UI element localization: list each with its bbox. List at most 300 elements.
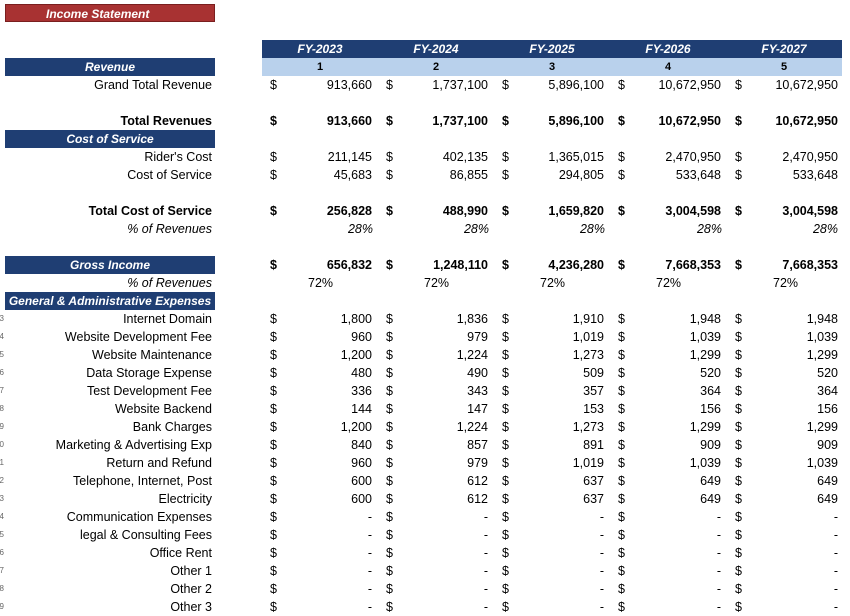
- total-revenues-row: [0, 112, 850, 130]
- currency-symbol: $: [502, 312, 509, 326]
- value-cell[interactable]: -: [483, 528, 488, 542]
- value-cell[interactable]: -: [833, 510, 838, 524]
- row-number: 0: [0, 440, 4, 449]
- value-cell[interactable]: -: [599, 600, 604, 614]
- percent-cell[interactable]: 28%: [463, 222, 489, 236]
- row-label: Electricity: [158, 492, 212, 506]
- value-cell[interactable]: 2,470,950: [665, 150, 721, 164]
- section-header: Revenue: [5, 58, 215, 76]
- value-cell[interactable]: 156: [817, 402, 838, 416]
- value-cell[interactable]: 1,224: [456, 420, 488, 434]
- value-cell[interactable]: 960: [351, 330, 372, 344]
- currency-symbol: $: [270, 204, 277, 218]
- currency-symbol: $: [502, 348, 509, 362]
- percent-cell[interactable]: 72%: [308, 276, 334, 290]
- currency-symbol: $: [735, 330, 742, 344]
- value-cell[interactable]: 294,805: [558, 168, 604, 182]
- year-header-fy-2023: FY-2023: [297, 42, 343, 56]
- expense-row: [0, 418, 850, 436]
- value-cell[interactable]: 913,660: [326, 78, 372, 92]
- row-label: Total Revenues: [120, 114, 212, 128]
- value-cell[interactable]: -: [483, 582, 488, 596]
- currency-symbol: $: [386, 114, 393, 128]
- value-cell[interactable]: -: [367, 510, 372, 524]
- currency-symbol: $: [502, 492, 509, 506]
- row-label: Website Development Fee: [64, 330, 212, 344]
- currency-symbol: $: [270, 438, 277, 452]
- currency-symbol: $: [386, 330, 393, 344]
- currency-symbol: $: [386, 348, 393, 362]
- value-cell[interactable]: -: [367, 582, 372, 596]
- value-cell[interactable]: 256,828: [326, 204, 372, 218]
- year-number-2: 2: [432, 61, 440, 73]
- value-cell[interactable]: -: [483, 546, 488, 560]
- value-cell[interactable]: 343: [467, 384, 488, 398]
- currency-symbol: $: [270, 528, 277, 542]
- value-cell[interactable]: -: [367, 528, 372, 542]
- currency-symbol: $: [735, 78, 742, 92]
- currency-symbol: $: [502, 258, 509, 272]
- row-label: % of Revenues: [127, 222, 212, 236]
- currency-symbol: $: [386, 168, 393, 182]
- value-cell[interactable]: 979: [467, 456, 488, 470]
- currency-symbol: $: [502, 78, 509, 92]
- row-label: Communication Expenses: [66, 510, 212, 524]
- expense-row: [0, 544, 850, 562]
- currency-symbol: $: [502, 510, 509, 524]
- value-cell[interactable]: 144: [351, 402, 372, 416]
- currency-symbol: $: [270, 510, 277, 524]
- value-cell[interactable]: 1,200: [340, 348, 372, 362]
- value-cell[interactable]: 480: [351, 366, 372, 380]
- section-header: Cost of Service: [5, 130, 215, 148]
- value-cell[interactable]: -: [599, 564, 604, 578]
- currency-symbol: $: [502, 564, 509, 578]
- currency-symbol: $: [386, 546, 393, 560]
- currency-symbol: $: [735, 546, 742, 560]
- value-cell[interactable]: 1,200: [340, 420, 372, 434]
- value-cell[interactable]: -: [367, 564, 372, 578]
- sheet-title: Income Statement: [5, 4, 215, 22]
- currency-symbol: $: [502, 150, 509, 164]
- currency-symbol: $: [735, 204, 742, 218]
- currency-symbol: $: [386, 384, 393, 398]
- year-header-fy-2024: FY-2024: [413, 42, 459, 56]
- row-label: Telephone, Internet, Post: [73, 474, 212, 488]
- currency-symbol: $: [386, 438, 393, 452]
- value-cell[interactable]: -: [833, 582, 838, 596]
- currency-symbol: $: [386, 510, 393, 524]
- currency-symbol: $: [618, 258, 625, 272]
- expense-row: [0, 562, 850, 580]
- currency-symbol: $: [618, 402, 625, 416]
- value-cell[interactable]: -: [367, 546, 372, 560]
- gross-percent-row: [0, 274, 850, 292]
- row-label: Rider's Cost: [144, 150, 212, 164]
- row-number: 8: [0, 404, 4, 413]
- currency-symbol: $: [386, 600, 393, 614]
- currency-symbol: $: [386, 420, 393, 434]
- value-cell[interactable]: 1,299: [689, 420, 721, 434]
- cost-row: [0, 148, 850, 166]
- expense-row: [0, 328, 850, 346]
- currency-symbol: $: [618, 510, 625, 524]
- value-cell[interactable]: 649: [817, 492, 838, 506]
- row-label: Website Backend: [114, 402, 212, 416]
- value-cell[interactable]: 10,672,950: [775, 78, 838, 92]
- value-cell[interactable]: 490: [467, 366, 488, 380]
- value-cell[interactable]: 1,659,820: [548, 204, 604, 218]
- expense-row: [0, 364, 850, 382]
- value-cell[interactable]: 533,648: [675, 168, 721, 182]
- value-cell[interactable]: 1,948: [806, 312, 838, 326]
- row-label: Other 2: [170, 582, 212, 596]
- value-cell[interactable]: 960: [351, 456, 372, 470]
- value-cell[interactable]: 357: [583, 384, 604, 398]
- currency-symbol: $: [270, 582, 277, 596]
- row-label: Website Maintenance: [92, 348, 212, 362]
- value-cell[interactable]: 1,224: [456, 348, 488, 362]
- value-cell[interactable]: 656,832: [326, 258, 372, 272]
- currency-symbol: $: [386, 204, 393, 218]
- year-number-5: 5: [780, 61, 788, 73]
- currency-symbol: $: [270, 348, 277, 362]
- currency-symbol: $: [270, 330, 277, 344]
- value-cell[interactable]: -: [599, 546, 604, 560]
- expense-row: [0, 454, 850, 472]
- currency-symbol: $: [618, 546, 625, 560]
- currency-symbol: $: [270, 78, 277, 92]
- currency-symbol: $: [502, 456, 509, 470]
- value-cell[interactable]: 1,039: [689, 456, 721, 470]
- currency-symbol: $: [735, 384, 742, 398]
- currency-symbol: $: [618, 168, 625, 182]
- currency-symbol: $: [502, 474, 509, 488]
- currency-symbol: $: [270, 474, 277, 488]
- revenue-row: [0, 76, 850, 94]
- row-number: 4: [0, 512, 4, 521]
- currency-symbol: $: [502, 204, 509, 218]
- currency-symbol: $: [618, 456, 625, 470]
- value-cell[interactable]: 10,672,950: [775, 114, 838, 128]
- currency-symbol: $: [735, 366, 742, 380]
- row-number: 5: [0, 530, 4, 539]
- currency-symbol: $: [735, 402, 742, 416]
- value-cell[interactable]: 10,672,950: [658, 114, 721, 128]
- value-cell[interactable]: 7,668,353: [665, 258, 721, 272]
- value-cell[interactable]: 649: [700, 474, 721, 488]
- year-header-fy-2027: FY-2027: [761, 42, 807, 56]
- value-cell[interactable]: 10,672,950: [658, 78, 721, 92]
- value-cell[interactable]: 520: [817, 366, 838, 380]
- row-number: 6: [0, 548, 4, 557]
- currency-symbol: $: [618, 528, 625, 542]
- value-cell[interactable]: 45,683: [333, 168, 372, 182]
- value-cell[interactable]: 909: [700, 438, 721, 452]
- currency-symbol: $: [618, 330, 625, 344]
- value-cell[interactable]: 211,145: [327, 150, 372, 164]
- value-cell[interactable]: 1,365,015: [548, 150, 604, 164]
- row-label: legal & Consulting Fees: [79, 528, 212, 542]
- currency-symbol: $: [735, 492, 742, 506]
- currency-symbol: $: [735, 582, 742, 596]
- currency-symbol: $: [270, 546, 277, 560]
- value-cell[interactable]: 1,248,110: [433, 258, 488, 272]
- value-cell[interactable]: 402,135: [442, 150, 488, 164]
- row-label: Total Cost of Service: [88, 204, 212, 218]
- row-label: Office Rent: [149, 546, 212, 560]
- value-cell[interactable]: 86,855: [449, 168, 488, 182]
- currency-symbol: $: [502, 420, 509, 434]
- value-cell[interactable]: 649: [700, 492, 721, 506]
- value-cell[interactable]: -: [599, 510, 604, 524]
- currency-symbol: $: [270, 420, 277, 434]
- currency-symbol: $: [618, 438, 625, 452]
- row-number: 8: [0, 584, 4, 593]
- currency-symbol: $: [735, 600, 742, 614]
- currency-symbol: $: [618, 582, 625, 596]
- currency-symbol: $: [618, 384, 625, 398]
- currency-symbol: $: [735, 510, 742, 524]
- value-cell[interactable]: 600: [351, 492, 372, 506]
- value-cell[interactable]: 1,273: [572, 420, 604, 434]
- value-cell[interactable]: 364: [700, 384, 721, 398]
- value-cell[interactable]: 891: [583, 438, 604, 452]
- value-cell[interactable]: 3,004,598: [665, 204, 721, 218]
- currency-symbol: $: [502, 528, 509, 542]
- currency-symbol: $: [270, 600, 277, 614]
- value-cell[interactable]: 533,648: [792, 168, 838, 182]
- currency-symbol: $: [386, 402, 393, 416]
- value-cell[interactable]: 612: [467, 492, 488, 506]
- row-label: Other 1: [170, 564, 212, 578]
- currency-symbol: $: [618, 78, 625, 92]
- value-cell[interactable]: -: [833, 546, 838, 560]
- percent-cell[interactable]: 72%: [540, 276, 566, 290]
- value-cell[interactable]: -: [716, 546, 721, 560]
- value-cell[interactable]: 612: [467, 474, 488, 488]
- percent-cell[interactable]: 28%: [696, 222, 722, 236]
- value-cell[interactable]: 153: [583, 402, 604, 416]
- value-cell[interactable]: 1,299: [806, 348, 838, 362]
- value-cell[interactable]: 7,668,353: [782, 258, 838, 272]
- value-cell[interactable]: -: [599, 528, 604, 542]
- revenue-section-row: [0, 58, 850, 76]
- percent-cell[interactable]: 72%: [656, 276, 682, 290]
- value-cell[interactable]: -: [483, 564, 488, 578]
- currency-symbol: $: [618, 348, 625, 362]
- currency-symbol: $: [386, 150, 393, 164]
- value-cell[interactable]: 909: [817, 438, 838, 452]
- row-label: Internet Domain: [123, 312, 212, 326]
- expense-row: [0, 490, 850, 508]
- currency-symbol: $: [386, 528, 393, 542]
- row-label: Marketing & Advertising Exp: [55, 438, 212, 452]
- currency-symbol: $: [270, 384, 277, 398]
- value-cell[interactable]: 1,039: [806, 330, 838, 344]
- currency-symbol: $: [270, 114, 277, 128]
- row-number: 6: [0, 368, 4, 377]
- expense-row: [0, 508, 850, 526]
- percent-cell[interactable]: 28%: [579, 222, 605, 236]
- expense-row: [0, 310, 850, 328]
- percent-cell[interactable]: 72%: [773, 276, 799, 290]
- value-cell[interactable]: 509: [583, 366, 604, 380]
- value-cell[interactable]: 147: [467, 402, 488, 416]
- percent-cell[interactable]: 28%: [347, 222, 373, 236]
- value-cell[interactable]: -: [716, 564, 721, 578]
- currency-symbol: $: [270, 564, 277, 578]
- currency-symbol: $: [618, 114, 625, 128]
- currency-symbol: $: [735, 348, 742, 362]
- value-cell[interactable]: 1,910: [572, 312, 604, 326]
- currency-symbol: $: [386, 78, 393, 92]
- currency-symbol: $: [270, 168, 277, 182]
- currency-symbol: $: [618, 600, 625, 614]
- currency-symbol: $: [735, 564, 742, 578]
- currency-symbol: $: [386, 474, 393, 488]
- value-cell[interactable]: -: [716, 600, 721, 614]
- value-cell[interactable]: 649: [817, 474, 838, 488]
- currency-symbol: $: [502, 366, 509, 380]
- value-cell[interactable]: -: [716, 510, 721, 524]
- expense-row: [0, 346, 850, 364]
- value-cell[interactable]: 1,299: [689, 348, 721, 362]
- cost-row: [0, 166, 850, 184]
- year-number-1: 1: [316, 61, 324, 73]
- currency-symbol: $: [735, 474, 742, 488]
- percent-cell[interactable]: 72%: [424, 276, 450, 290]
- expense-row: [0, 436, 850, 454]
- value-cell[interactable]: 1,299: [806, 420, 838, 434]
- value-cell[interactable]: 840: [351, 438, 372, 452]
- currency-symbol: $: [502, 330, 509, 344]
- value-cell[interactable]: 600: [351, 474, 372, 488]
- value-cell[interactable]: 913,660: [326, 114, 372, 128]
- value-cell[interactable]: 979: [467, 330, 488, 344]
- gross-income-row: [0, 256, 850, 274]
- currency-symbol: $: [735, 528, 742, 542]
- row-label: Test Development Fee: [86, 384, 212, 398]
- value-cell[interactable]: -: [716, 528, 721, 542]
- currency-symbol: $: [502, 402, 509, 416]
- row-number: 7: [0, 386, 4, 395]
- percent-cell[interactable]: 28%: [812, 222, 838, 236]
- value-cell[interactable]: -: [716, 582, 721, 596]
- row-label: Cost of Service: [127, 168, 212, 182]
- currency-symbol: $: [270, 150, 277, 164]
- row-number: 3: [0, 314, 4, 323]
- currency-symbol: $: [502, 384, 509, 398]
- currency-symbol: $: [270, 366, 277, 380]
- currency-symbol: $: [618, 474, 625, 488]
- value-cell[interactable]: 1,039: [806, 456, 838, 470]
- value-cell[interactable]: -: [833, 600, 838, 614]
- value-cell[interactable]: 1,948: [689, 312, 721, 326]
- currency-symbol: $: [502, 546, 509, 560]
- row-number: 2: [0, 476, 4, 485]
- value-cell[interactable]: -: [833, 564, 838, 578]
- currency-symbol: $: [386, 312, 393, 326]
- value-cell[interactable]: 488,990: [442, 204, 488, 218]
- value-cell[interactable]: 1,019: [572, 456, 604, 470]
- value-cell[interactable]: -: [367, 600, 372, 614]
- currency-symbol: $: [502, 582, 509, 596]
- value-cell[interactable]: 857: [467, 438, 488, 452]
- value-cell[interactable]: 637: [583, 492, 604, 506]
- value-cell[interactable]: -: [833, 528, 838, 542]
- value-cell[interactable]: 1,019: [572, 330, 604, 344]
- currency-symbol: $: [618, 564, 625, 578]
- currency-symbol: $: [386, 456, 393, 470]
- currency-symbol: $: [618, 492, 625, 506]
- value-cell[interactable]: -: [483, 600, 488, 614]
- year-number-3: 3: [548, 61, 556, 73]
- expense-row: [0, 382, 850, 400]
- row-number: 4: [0, 332, 4, 341]
- currency-symbol: $: [502, 600, 509, 614]
- value-cell[interactable]: 1,737,100: [432, 78, 488, 92]
- row-label: Grand Total Revenue: [94, 78, 212, 92]
- value-cell[interactable]: 1,039: [689, 330, 721, 344]
- value-cell[interactable]: 1,737,100: [432, 114, 488, 128]
- value-cell[interactable]: 1,273: [572, 348, 604, 362]
- currency-symbol: $: [270, 402, 277, 416]
- expense-row: [0, 472, 850, 490]
- currency-symbol: $: [386, 366, 393, 380]
- row-number: 9: [0, 602, 4, 611]
- currency-symbol: $: [735, 150, 742, 164]
- currency-symbol: $: [735, 420, 742, 434]
- value-cell[interactable]: 5,896,100: [548, 114, 604, 128]
- value-cell[interactable]: -: [483, 510, 488, 524]
- row-label: % of Revenues: [127, 276, 212, 290]
- row-number: 3: [0, 494, 4, 503]
- currency-symbol: $: [735, 168, 742, 182]
- value-cell[interactable]: 156: [700, 402, 721, 416]
- expense-row: [0, 580, 850, 598]
- row-label: Data Storage Expense: [86, 366, 212, 380]
- value-cell[interactable]: 5,896,100: [548, 78, 604, 92]
- row-label: Return and Refund: [106, 456, 212, 470]
- currency-symbol: $: [386, 564, 393, 578]
- currency-symbol: $: [618, 366, 625, 380]
- currency-symbol: $: [386, 258, 393, 272]
- value-cell[interactable]: 637: [583, 474, 604, 488]
- currency-symbol: $: [270, 312, 277, 326]
- currency-symbol: $: [386, 492, 393, 506]
- value-cell[interactable]: 520: [700, 366, 721, 380]
- value-cell[interactable]: 2,470,950: [782, 150, 838, 164]
- currency-symbol: $: [270, 492, 277, 506]
- value-cell[interactable]: 1,836: [456, 312, 488, 326]
- row-number: 1: [0, 458, 4, 467]
- row-number: 7: [0, 566, 4, 575]
- value-cell[interactable]: 3,004,598: [782, 204, 838, 218]
- value-cell[interactable]: 4,236,280: [548, 258, 604, 272]
- value-cell[interactable]: 1,800: [340, 312, 372, 326]
- currency-symbol: $: [735, 456, 742, 470]
- currency-symbol: $: [735, 258, 742, 272]
- currency-symbol: $: [618, 420, 625, 434]
- value-cell[interactable]: 364: [817, 384, 838, 398]
- year-number-4: 4: [664, 61, 672, 73]
- row-label: Bank Charges: [132, 420, 212, 434]
- currency-symbol: $: [735, 438, 742, 452]
- value-cell[interactable]: 336: [351, 384, 372, 398]
- value-cell[interactable]: -: [599, 582, 604, 596]
- expense-row: [0, 526, 850, 544]
